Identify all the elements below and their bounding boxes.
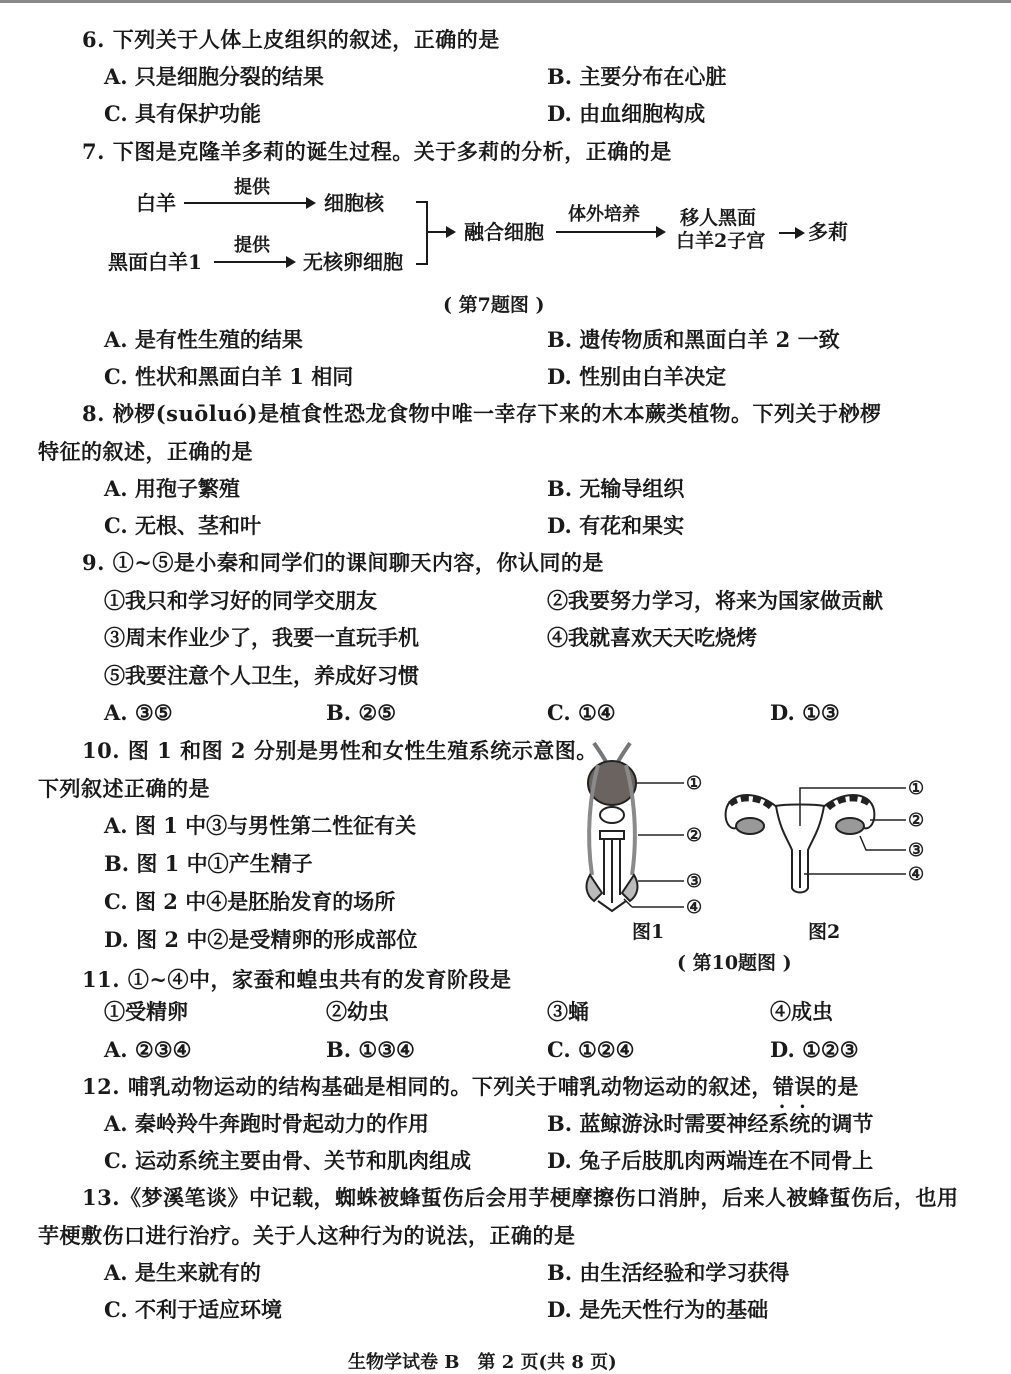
question-11-option-a: A. ②③④ — [104, 1037, 192, 1062]
merge-bracket — [416, 201, 428, 265]
arrow-icon — [556, 231, 664, 233]
question-7-option-b: B. 遗传物质和黑面白羊 2 一致 — [547, 327, 840, 352]
question-13-option-a: A. 是生来就有的 — [104, 1260, 261, 1285]
question-11-option-b: B. ①③④ — [326, 1037, 415, 1062]
question-13-option-d: D. 是先天性行为的基础 — [547, 1297, 769, 1322]
node-dolly: 多莉 — [808, 220, 848, 244]
question-6-option-d: D. 由血细胞构成 — [547, 101, 706, 126]
question-9-statement-5: ⑤我要注意个人卫生，养成好习惯 — [104, 663, 419, 688]
question-7-option-d: D. 性别由白羊决定 — [547, 364, 727, 389]
question-9-statement-2: ②我要努力学习，将来为国家做贡献 — [547, 588, 883, 613]
question-11-option-d: D. ①②③ — [770, 1037, 859, 1062]
question-10-stem-line2: 下列叙述正确的是 — [38, 776, 210, 801]
emphasis-dots-icon: •• — [778, 1102, 820, 1113]
node-enucleated-egg: 无核卵细胞 — [303, 250, 403, 274]
question-8-stem-line2: 特征的叙述，正确的是 — [38, 439, 253, 464]
question-9-statement-4: ④我就喜欢天天吃烧烤 — [547, 625, 757, 650]
question-7-option-c: C. 性状和黑面白羊 1 相同 — [104, 364, 354, 389]
question-8-option-a: A. 用孢子繁殖 — [104, 476, 240, 501]
question-12-stem-suffix: 的是 — [815, 1074, 859, 1099]
edge-provide-1: 提供 — [234, 177, 270, 198]
question-6-option-b: B. 主要分布在心脏 — [547, 64, 727, 89]
fig1-marker-3: ③ — [686, 871, 703, 892]
question-8-stem-line1: 8. 桫椤(suōluó)是植食性恐龙食物中唯一幸存下来的木本蕨类植物。下列关于桫椤 — [82, 401, 882, 426]
question-9-option-a: A. ③⑤ — [104, 700, 173, 725]
question-9-option-c: C. ①④ — [547, 700, 616, 725]
question-9-option-d: D. ①③ — [770, 700, 840, 725]
question-7-stem: 7. 下图是克隆羊多莉的诞生过程。关于多莉的分析，正确的是 — [82, 139, 672, 164]
question-11-statement-3: ③蛹 — [547, 999, 589, 1024]
fig1-marker-4: ④ — [686, 897, 703, 918]
question-10-option-a: A. 图 1 中③与男性第二性征有关 — [104, 813, 417, 838]
question-13-option-b: B. 由生活经验和学习获得 — [547, 1260, 790, 1285]
emphasis-text: 错误 — [772, 1074, 816, 1099]
question-10-figure-caption: ( 第10题图 ) — [677, 952, 792, 974]
figure-1-label: 图1 — [632, 921, 665, 943]
arrow-icon — [214, 261, 294, 263]
fig2-marker-3: ③ — [908, 840, 925, 861]
fig1-marker-1: ① — [686, 773, 703, 794]
question-13-option-c: C. 不利于适应环境 — [104, 1297, 282, 1322]
question-7-figure-caption: ( 第7题图 ) — [443, 294, 545, 316]
page-footer: 生物学试卷 B 第 2 页(共 8 页) — [348, 1352, 617, 1373]
question-13-stem-line1: 13.《梦溪笔谈》中记载，蜘蛛被蜂蜇伤后会用芋梗摩擦伤口消肿，后来人被蜂蜇伤后，也用 — [82, 1185, 959, 1210]
fig1-marker-2: ② — [686, 825, 703, 846]
question-11-statement-4: ④成虫 — [770, 999, 833, 1024]
fig2-marker-4: ④ — [908, 864, 925, 885]
node-fused-cell: 融合细胞 — [464, 220, 544, 244]
question-9-statement-3: ③周末作业少了，我要一直玩手机 — [104, 625, 419, 650]
fig2-marker-2: ② — [908, 810, 925, 831]
question-10-option-b: B. 图 1 中①产生精子 — [104, 851, 313, 876]
question-11-option-c: C. ①②④ — [547, 1037, 635, 1062]
question-6-option-a: A. 只是细胞分裂的结果 — [104, 64, 324, 89]
question-13-stem-line2: 芋梗敷伤口进行治疗。关于人这种行为的说法，正确的是 — [38, 1223, 576, 1248]
fig2-marker-1: ① — [908, 778, 925, 799]
question-9-option-b: B. ②⑤ — [326, 700, 397, 725]
edge-culture: 体外培养 — [568, 204, 640, 225]
question-12-option-b: B. 蓝鲸游泳时需要神经系统的调节 — [547, 1111, 874, 1136]
question-11-statement-2: ②幼虫 — [326, 999, 389, 1024]
question-7-option-a: A. 是有性生殖的结果 — [104, 327, 303, 352]
question-12-option-d: D. 兔子后肢肌肉两端连在不同骨上 — [547, 1148, 874, 1173]
node-implant-line1: 移人黑面 — [680, 207, 757, 229]
question-12-stem-emphasis — [772, 1074, 820, 1113]
question-11-stem: 11. ①~④中，家蚕和蝗虫共有的发育阶段是 — [82, 967, 512, 992]
edge-provide-2: 提供 — [234, 235, 270, 256]
question-9-statement-1: ①我只和学习好的同学交朋友 — [104, 588, 377, 613]
question-12-stem — [82, 1073, 859, 1113]
question-6-option-c: C. 具有保护功能 — [104, 101, 261, 126]
question-10-stem-line1: 10. 图 1 和图 2 分别是男性和女性生殖系统示意图。 — [82, 738, 598, 763]
question-8-option-d: D. 有花和果实 — [547, 513, 685, 538]
question-11-statement-1: ①受精卵 — [104, 999, 188, 1024]
question-6-stem: 6. 下列关于人体上皮组织的叙述，正确的是 — [82, 27, 500, 52]
figure-2-label: 图2 — [808, 921, 841, 943]
figure-2-female-reproductive-diagram — [720, 770, 940, 900]
node-nucleus: 细胞核 — [324, 191, 384, 215]
question-12-stem-prefix: 12. 哺乳动物运动的结构基础是相同的。下列关于哺乳动物运动的叙述， — [82, 1074, 773, 1099]
question-9-stem: 9. ①~⑤是小秦和同学们的课间聊天内容，你认同的是 — [82, 550, 604, 575]
question-10-option-c: C. 图 2 中④是胚胎发育的场所 — [104, 889, 396, 914]
question-8-option-b: B. 无输导组织 — [547, 476, 685, 501]
node-black-face-sheep-1: 黑面白羊1 — [108, 250, 202, 274]
arrow-icon — [779, 232, 803, 234]
arrow-icon — [428, 231, 454, 233]
question-8-option-c: C. 无根、茎和叶 — [104, 513, 261, 538]
node-white-sheep: 白羊 — [136, 191, 176, 215]
arrow-icon — [184, 202, 314, 204]
figure-1-male-reproductive-diagram — [580, 735, 720, 935]
node-implant-line2: 白羊2子宫 — [676, 230, 766, 252]
question-12-option-c: C. 运动系统主要由骨、关节和肌肉组成 — [104, 1148, 471, 1173]
question-12-option-a: A. 秦岭羚牛奔跑时骨起动力的作用 — [104, 1111, 429, 1136]
page-top-border — [0, 0, 1011, 3]
question-10-option-d: D. 图 2 中②是受精卵的形成部位 — [104, 927, 418, 952]
